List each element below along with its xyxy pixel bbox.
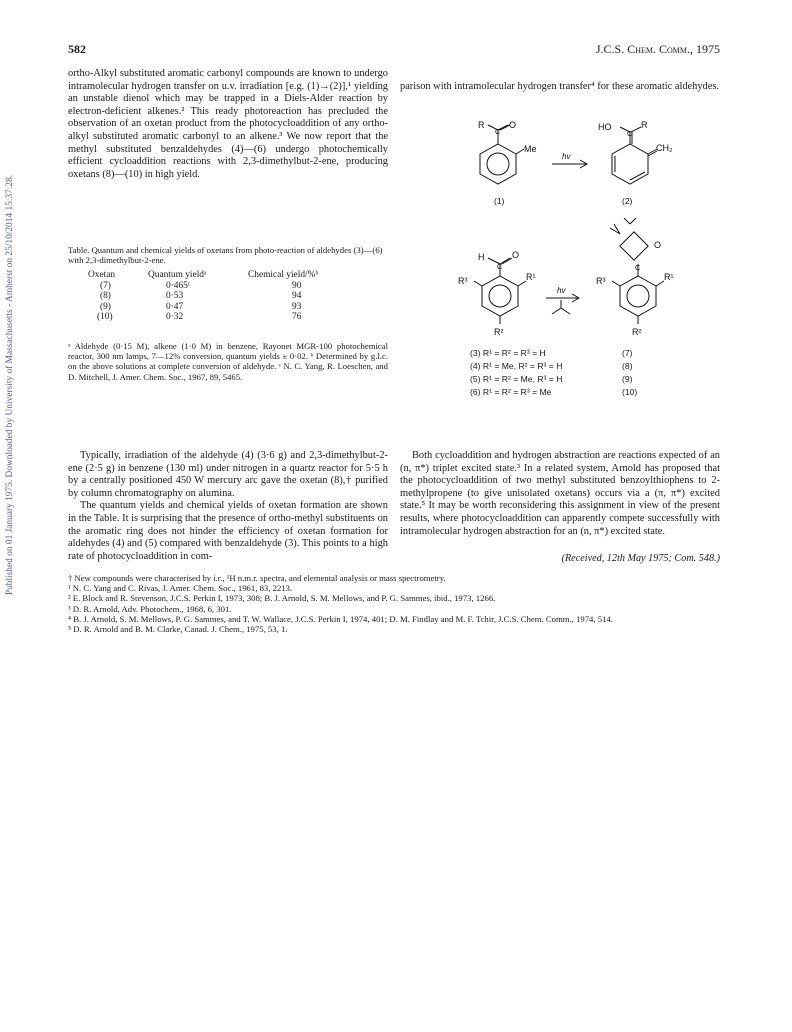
table-cell: (8)	[100, 291, 111, 302]
table-row	[88, 281, 378, 292]
table-row	[88, 302, 378, 313]
r2-label: R²	[494, 327, 504, 337]
oxetan-ring	[620, 232, 648, 260]
yield-table	[88, 270, 378, 323]
oxygen-label: O	[509, 120, 517, 130]
table-cell: 0·465ᶜ	[166, 280, 191, 291]
received-line: (Received, 12th May 1975; Com. 548.)	[561, 553, 720, 564]
r3-label: R³	[458, 276, 468, 286]
carbon-label: C	[635, 263, 641, 272]
hydroxy-label: HO	[598, 122, 612, 132]
body-paragraph: Typically, irradiation of the aldehyde (4) (3·6 g) and 2,3-dimethylbut-2-ene (2·5 g) in benzene (130 ml) under nitrogen in a quartz reactor for 5·5 h by a centrally positioned 450 W mercury arc gave the oxetan (8),† purified by column chromatography on alumina. The quantum yields and chemical yields of oxetan formation are shown in the Table. It is surprising that the presence of ortho-methyl substituents on the aromatic ring does not hinder the efficiency of oxetan formation for aldehydes (4) and (5) compared with benzaldehyde (3). This points to a high rate of photocycloaddition in com-	[68, 450, 388, 562]
page-number: 582	[68, 42, 86, 56]
table-cell: (9)	[100, 301, 111, 312]
r1-label: R¹	[526, 272, 536, 282]
hydrogen-label: H	[478, 252, 485, 262]
compound-number: (8)	[622, 361, 633, 371]
compound-number: (7)	[622, 348, 633, 358]
table-cell: 0·53	[166, 291, 184, 302]
table-header: Chemical yield/%ᵇ	[248, 270, 319, 280]
table-header-row	[88, 270, 378, 281]
compound-number: (10)	[622, 387, 638, 397]
benzene-ring-aldehyde	[482, 276, 518, 316]
benzene-ring-left	[480, 144, 516, 184]
aromatic-circle-icon	[487, 153, 509, 175]
discussion-paragraph: Both cycloaddition and hydrogen abstraction are reactions expected of an (n, π*) triplet excited state.³ In a related system, Arnold has proposed that the photocycloaddition of two methyl substituted benzoylthiophens to 2-methylpropene (to give unisolated oxetans) occurs via a (π, π*) excited state.⁵ It may be worth reconsidering this assignment in view of the present results, where photocycloaddition can apparently compete successfully with intramolecular hydrogen abstraction for an (n, π*) excited state.	[400, 450, 720, 537]
scheme-2-diagram	[458, 218, 708, 344]
table-cell: 93	[292, 301, 302, 312]
table-cell: 90	[292, 280, 302, 291]
carbon-label: C	[495, 127, 501, 136]
compound-number: (9)	[622, 374, 633, 384]
compound-2-label: (2)	[622, 196, 633, 206]
reference-item: ³ D. R. Arnold, Adv. Photochem., 1968, 6, 301.	[68, 603, 232, 614]
table-header: Oxetan	[88, 270, 116, 280]
compound-def: (4) R¹ = Me, R² = R³ = H	[470, 361, 563, 371]
table-row	[88, 291, 378, 302]
compound-legend-left	[470, 347, 610, 399]
table-cell: (10)	[97, 312, 113, 323]
table-footnote: ᵃ Aldehyde (0·15 M), alkene (1·0 M) in benzene, Rayonet MGR-100 photochemical reactor, 300 nm lamps, 7—12% conversion, quantum yields ± 0·02. ᵇ Determined by g.l.c. on the above solutions at complete conversion of aldehyde. ᶜ N. C. Yang, R. Loeschen, and D. Mitchell, J. Amer. Chem. Soc., 1967, 89, 5465.	[68, 341, 388, 382]
compound-def: (5) R¹ = R² = Me, R³ = H	[470, 374, 563, 384]
table-caption: Table. Quantum and chemical yields of oxetans from photo-reaction of aldehydes (3)—(6) with 2,3-dimethylbut-2-ene.	[68, 245, 383, 266]
footnotes	[68, 573, 720, 634]
oxygen-label: O	[512, 250, 520, 260]
hv-label: hv	[557, 286, 566, 295]
methyl-label: Me	[524, 144, 537, 154]
table-cell: 94	[292, 291, 302, 302]
download-watermark: Published on 01 January 1975. Downloaded by University of Massachusetts - Amherst on 25/10/2014 15:37:28.	[5, 174, 15, 596]
r1-label: R¹	[664, 272, 674, 282]
r-group-label: R	[478, 120, 485, 130]
carbon-label: C	[627, 129, 633, 138]
intro-continuation: parison with intramolecular hydrogen transfer⁴ for these aromatic aldehydes.	[400, 81, 719, 92]
compound-legend-right	[622, 347, 662, 399]
intro-paragraph: ortho-Alkyl substituted aromatic carbonyl compounds are known to undergo intramolecular hydrogen transfer on u.v. irradiation [e.g. (1)→(2)],¹ yielding an unstable dienol which may be trapped in a Diels-Alder reaction by electron-deficient alkenes.² This ready photoreaction has precluded the observation of an oxetan product from the photocycloaddition of any ortho-alkyl substituted aromatic carbonyl to an alkene.³ We now report that the methyl substituted benzaldehydes (4)—(6) undergo photochemically efficient cycloaddition reactions with 2,3-dimethylbut-2-ene, producing oxetans (8)—(10) in high yield.	[68, 68, 388, 180]
dagger-footnote: † New compounds were characterised by i.r., ¹H n.m.r. spectra, and elemental analysis or mass spectrometry.	[68, 573, 446, 583]
reference-item: ⁵ D. R. Arnold and B. M. Clarke, Canad. J. Chem., 1975, 53, 1.	[68, 624, 288, 635]
r-group-label: R	[641, 120, 648, 130]
carbon-label: C	[497, 262, 503, 271]
oxygen-label: O	[654, 240, 662, 250]
reference-item: ⁴ B. J. Arnold, S. M. Mellows, P. G. Sammes, and T. W. Wallace, J.C.S. Perkin I, 1974, 401; D. M. Findlay and M. F. Tchir, J.C.S. Chem. Comm., 1974, 514.	[68, 613, 613, 624]
r3-label: R³	[596, 276, 606, 286]
table-row	[88, 312, 378, 323]
table-cell: 0·47	[166, 301, 184, 312]
hv-label: hv	[562, 152, 571, 161]
journal-header: J.C.S. Chem. Comm., 1975	[595, 42, 720, 56]
r2-label: R²	[632, 327, 642, 337]
table-cell: 0·32	[166, 312, 184, 323]
compound-1-label: (1)	[494, 196, 505, 206]
compound-def: (3) R¹ = R² = R³ = H	[470, 348, 546, 358]
benzene-ring-oxetan	[620, 276, 656, 316]
methylene-label: CH₂	[656, 143, 673, 153]
reference-item: ² E. Block and R. Stevenson, J.C.S. Perkin I, 1973, 308; B. J. Arnold, S. M. Mellows, and P. G. Sammes, ibid., 1973, 1266.	[68, 593, 496, 604]
compound-def: (6) R¹ = R² = R³ = Me	[470, 387, 552, 397]
reference-item: ¹ N. C. Yang and C. Rivas, J. Amer. Chem. Soc., 1961, 83, 2213.	[68, 583, 293, 594]
table-cell: 76	[292, 312, 302, 323]
scheme-1-diagram	[460, 118, 700, 210]
table-cell: (7)	[100, 280, 111, 291]
dienol-ring-right	[612, 144, 648, 184]
table-header: Quantum yieldᵃ	[148, 270, 207, 280]
